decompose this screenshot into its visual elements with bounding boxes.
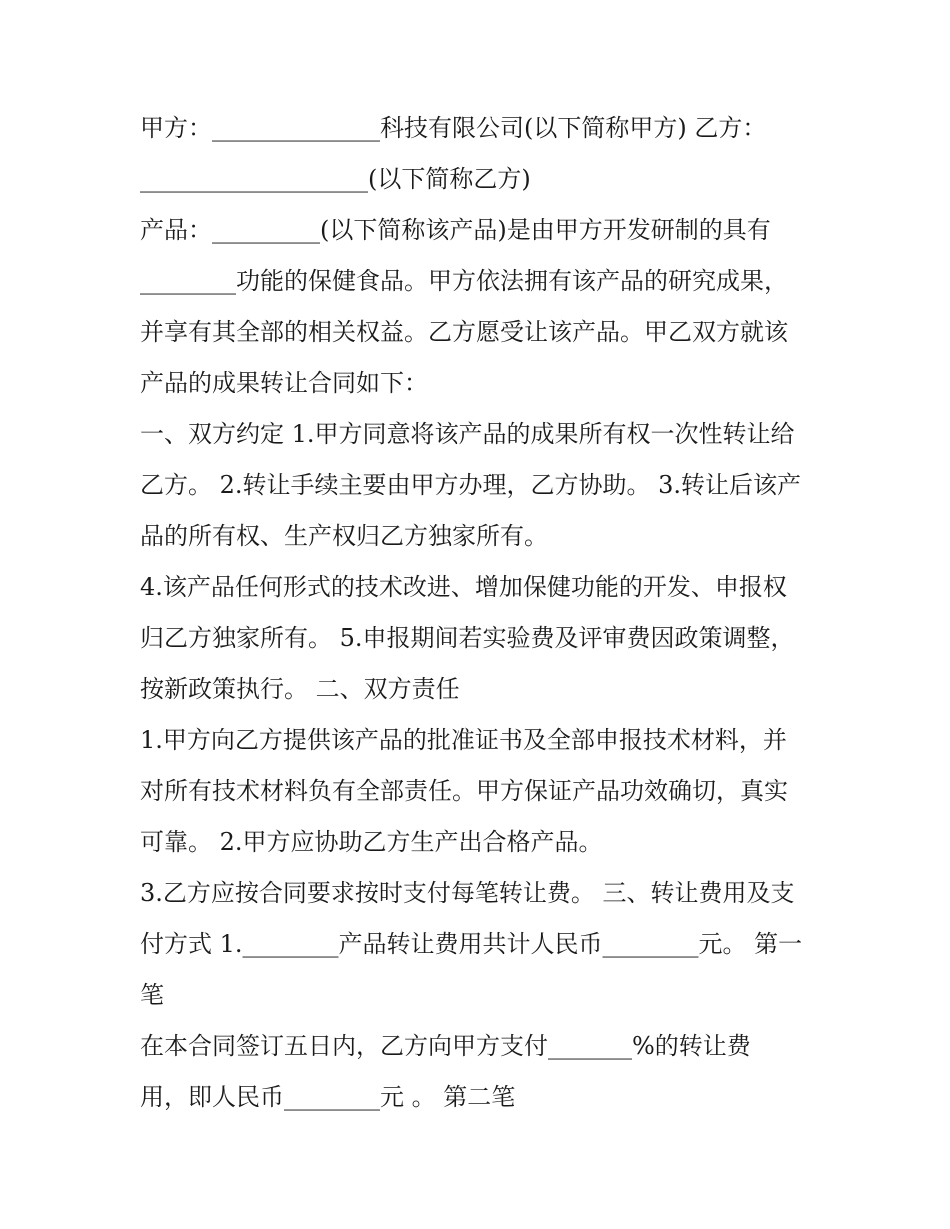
text-line: 品的所有权、生产权归乙方独家所有。	[140, 522, 548, 550]
text-line: 归乙方独家所有。 5.申报期间若实验费及评审费因政策调整，	[140, 624, 795, 652]
text-line: ________功能的保健食品。甲方依法拥有该产品的研究成果，	[140, 267, 788, 295]
text-line: 并享有其全部的相关权益。乙方愿受让该产品。甲乙双方就该	[140, 318, 788, 346]
text-line: 产品的成果转让合同如下：	[140, 369, 428, 397]
contract-text	[140, 103, 830, 1123]
text-line: 一、双方约定 1.甲方同意将该产品的成果所有权一次性转让给	[140, 420, 795, 448]
text-line: 笔	[140, 981, 164, 1009]
text-line: 乙方。 2.转让手续主要由甲方办理，乙方协助。 3.转让后该产	[140, 471, 802, 499]
text-line: 产品：_________(以下简称该产品)是由甲方开发研制的具有	[140, 216, 771, 244]
text-line: 3.乙方应按合同要求按时支付每笔转让费。 三、转让费用及支	[140, 879, 795, 907]
text-line: 1.甲方向乙方提供该产品的批准证书及全部申报技术材料，并	[140, 726, 787, 754]
text-line: ___________________(以下简称乙方)	[140, 165, 531, 193]
text-line: 在本合同签订五日内，乙方向甲方支付_______%的转让费	[140, 1032, 751, 1060]
text-line: 用，即人民币________元 。 第二笔	[140, 1083, 516, 1111]
text-line: 4.该产品任何形式的技术改进、增加保健功能的开发、申报权	[140, 573, 787, 601]
text-line: 甲方：______________科技有限公司(以下简称甲方) 乙方：	[140, 114, 767, 142]
text-line: 对所有技术材料负有全部责任。甲方保证产品功效确切，真实	[140, 777, 788, 805]
text-line: 付方式 1.________产品转让费用共计人民币________元。 第一	[140, 930, 803, 958]
text-line: 按新政策执行。 二、双方责任	[140, 675, 460, 703]
text-line: 可靠。 2.甲方应协助乙方生产出合格产品。	[140, 828, 603, 856]
